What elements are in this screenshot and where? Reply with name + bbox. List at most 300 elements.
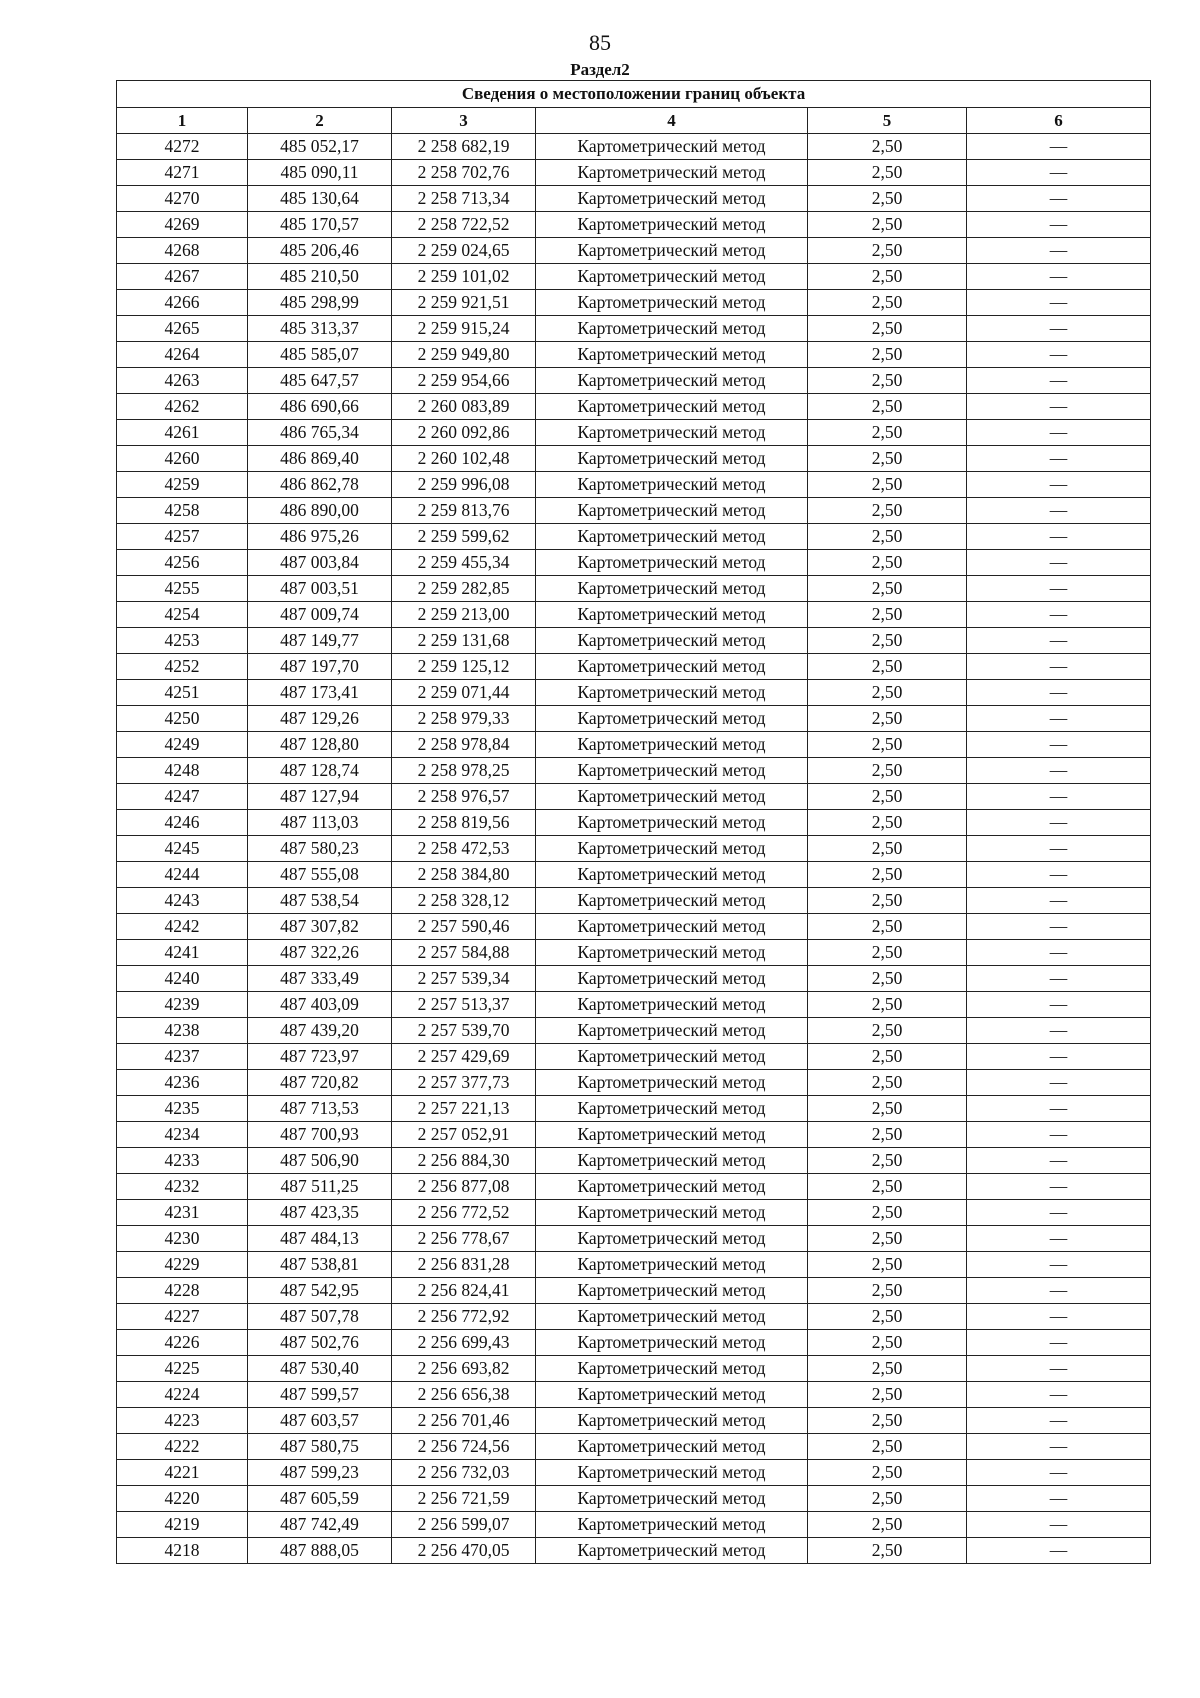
y-coordinate-cell: 2 256 772,92 — [392, 1304, 536, 1330]
note-cell: — — [967, 940, 1151, 966]
note-cell: — — [967, 238, 1151, 264]
method-cell: Картометрический метод — [536, 420, 808, 446]
note-cell: — — [967, 836, 1151, 862]
accuracy-cell: 2,50 — [808, 498, 967, 524]
note-cell: — — [967, 212, 1151, 238]
accuracy-cell: 2,50 — [808, 264, 967, 290]
method-cell: Картометрический метод — [536, 472, 808, 498]
method-cell: Картометрический метод — [536, 1434, 808, 1460]
y-coordinate-cell: 2 259 915,24 — [392, 316, 536, 342]
x-coordinate-cell: 485 647,57 — [248, 368, 392, 394]
point-number-cell: 4237 — [117, 1044, 248, 1070]
column-header-3: 3 — [392, 108, 536, 134]
method-cell: Картометрический метод — [536, 940, 808, 966]
section-title: Раздел2 — [570, 60, 630, 79]
note-cell: — — [967, 1070, 1151, 1096]
table-row — [117, 966, 1151, 992]
note-cell: — — [967, 1200, 1151, 1226]
table-header-row — [117, 108, 1151, 134]
point-number-cell: 4246 — [117, 810, 248, 836]
table-row — [117, 446, 1151, 472]
accuracy-cell: 2,50 — [808, 316, 967, 342]
y-coordinate-cell: 2 257 539,34 — [392, 966, 536, 992]
point-number-cell: 4258 — [117, 498, 248, 524]
note-cell: — — [967, 1486, 1151, 1512]
method-cell: Картометрический метод — [536, 836, 808, 862]
point-number-cell: 4229 — [117, 1252, 248, 1278]
x-coordinate-cell: 487 502,76 — [248, 1330, 392, 1356]
table-caption-row — [117, 81, 1151, 108]
method-cell: Картометрический метод — [536, 394, 808, 420]
y-coordinate-cell: 2 256 877,08 — [392, 1174, 536, 1200]
table-row — [117, 498, 1151, 524]
note-cell: — — [967, 914, 1151, 940]
y-coordinate-cell: 2 259 996,08 — [392, 472, 536, 498]
y-coordinate-cell: 2 256 470,05 — [392, 1538, 536, 1564]
note-cell: — — [967, 1174, 1151, 1200]
table-row — [117, 1252, 1151, 1278]
x-coordinate-cell: 487 507,78 — [248, 1304, 392, 1330]
method-cell: Картометрический метод — [536, 1226, 808, 1252]
x-coordinate-cell: 487 113,03 — [248, 810, 392, 836]
x-coordinate-cell: 487 742,49 — [248, 1512, 392, 1538]
accuracy-cell: 2,50 — [808, 368, 967, 394]
accuracy-cell: 2,50 — [808, 1434, 967, 1460]
point-number-cell: 4224 — [117, 1382, 248, 1408]
x-coordinate-cell: 487 542,95 — [248, 1278, 392, 1304]
y-coordinate-cell: 2 256 656,38 — [392, 1382, 536, 1408]
table-row — [117, 316, 1151, 342]
y-coordinate-cell: 2 258 979,33 — [392, 706, 536, 732]
accuracy-cell: 2,50 — [808, 966, 967, 992]
method-cell: Картометрический метод — [536, 1486, 808, 1512]
note-cell: — — [967, 498, 1151, 524]
point-number-cell: 4268 — [117, 238, 248, 264]
y-coordinate-cell: 2 256 732,03 — [392, 1460, 536, 1486]
point-number-cell: 4269 — [117, 212, 248, 238]
x-coordinate-cell: 486 765,34 — [248, 420, 392, 446]
method-cell: Картометрический метод — [536, 342, 808, 368]
point-number-cell: 4227 — [117, 1304, 248, 1330]
method-cell: Картометрический метод — [536, 758, 808, 784]
point-number-cell: 4231 — [117, 1200, 248, 1226]
y-coordinate-cell: 2 259 024,65 — [392, 238, 536, 264]
table-row — [117, 1070, 1151, 1096]
column-header-6: 6 — [967, 108, 1151, 134]
accuracy-cell: 2,50 — [808, 1512, 967, 1538]
y-coordinate-cell: 2 258 472,53 — [392, 836, 536, 862]
y-coordinate-cell: 2 257 539,70 — [392, 1018, 536, 1044]
note-cell: — — [967, 342, 1151, 368]
table-row — [117, 264, 1151, 290]
point-number-cell: 4225 — [117, 1356, 248, 1382]
note-cell: — — [967, 576, 1151, 602]
point-number-cell: 4222 — [117, 1434, 248, 1460]
table-row — [117, 654, 1151, 680]
accuracy-cell: 2,50 — [808, 758, 967, 784]
method-cell: Картометрический метод — [536, 1174, 808, 1200]
note-cell: — — [967, 654, 1151, 680]
table-row — [117, 160, 1151, 186]
note-cell: — — [967, 264, 1151, 290]
x-coordinate-cell: 487 127,94 — [248, 784, 392, 810]
accuracy-cell: 2,50 — [808, 836, 967, 862]
table-row — [117, 810, 1151, 836]
column-header-5: 5 — [808, 108, 967, 134]
method-cell: Картометрический метод — [536, 1382, 808, 1408]
x-coordinate-cell: 485 585,07 — [248, 342, 392, 368]
x-coordinate-cell: 487 484,13 — [248, 1226, 392, 1252]
accuracy-cell: 2,50 — [808, 628, 967, 654]
table-row — [117, 992, 1151, 1018]
accuracy-cell: 2,50 — [808, 1226, 967, 1252]
method-cell: Картометрический метод — [536, 290, 808, 316]
accuracy-cell: 2,50 — [808, 446, 967, 472]
point-number-cell: 4226 — [117, 1330, 248, 1356]
note-cell: — — [967, 1252, 1151, 1278]
table-row — [117, 1174, 1151, 1200]
accuracy-cell: 2,50 — [808, 1278, 967, 1304]
point-number-cell: 4232 — [117, 1174, 248, 1200]
accuracy-cell: 2,50 — [808, 1382, 967, 1408]
method-cell: Картометрический метод — [536, 212, 808, 238]
table-body — [117, 134, 1151, 1564]
column-header-1: 1 — [117, 108, 248, 134]
y-coordinate-cell: 2 258 819,56 — [392, 810, 536, 836]
point-number-cell: 4266 — [117, 290, 248, 316]
y-coordinate-cell: 2 256 699,43 — [392, 1330, 536, 1356]
column-header-4: 4 — [536, 108, 808, 134]
accuracy-cell: 2,50 — [808, 654, 967, 680]
y-coordinate-cell: 2 258 978,84 — [392, 732, 536, 758]
method-cell: Картометрический метод — [536, 134, 808, 160]
x-coordinate-cell: 487 506,90 — [248, 1148, 392, 1174]
method-cell: Картометрический метод — [536, 1460, 808, 1486]
accuracy-cell: 2,50 — [808, 212, 967, 238]
table-row — [117, 576, 1151, 602]
y-coordinate-cell: 2 256 884,30 — [392, 1148, 536, 1174]
point-number-cell: 4264 — [117, 342, 248, 368]
note-cell: — — [967, 1122, 1151, 1148]
method-cell: Картометрический метод — [536, 1408, 808, 1434]
point-number-cell: 4244 — [117, 862, 248, 888]
table-row — [117, 550, 1151, 576]
x-coordinate-cell: 487 511,25 — [248, 1174, 392, 1200]
table-row — [117, 732, 1151, 758]
y-coordinate-cell: 2 258 722,52 — [392, 212, 536, 238]
y-coordinate-cell: 2 256 701,46 — [392, 1408, 536, 1434]
accuracy-cell: 2,50 — [808, 550, 967, 576]
note-cell: — — [967, 186, 1151, 212]
method-cell: Картометрический метод — [536, 160, 808, 186]
accuracy-cell: 2,50 — [808, 602, 967, 628]
y-coordinate-cell: 2 258 976,57 — [392, 784, 536, 810]
accuracy-cell: 2,50 — [808, 992, 967, 1018]
point-number-cell: 4239 — [117, 992, 248, 1018]
method-cell: Картометрический метод — [536, 680, 808, 706]
y-coordinate-cell: 2 256 772,52 — [392, 1200, 536, 1226]
y-coordinate-cell: 2 258 702,76 — [392, 160, 536, 186]
y-coordinate-cell: 2 257 052,91 — [392, 1122, 536, 1148]
point-number-cell: 4241 — [117, 940, 248, 966]
accuracy-cell: 2,50 — [808, 732, 967, 758]
x-coordinate-cell: 486 690,66 — [248, 394, 392, 420]
method-cell: Картометрический метод — [536, 966, 808, 992]
method-cell: Картометрический метод — [536, 498, 808, 524]
point-number-cell: 4260 — [117, 446, 248, 472]
x-coordinate-cell: 487 009,74 — [248, 602, 392, 628]
method-cell: Картометрический метод — [536, 576, 808, 602]
accuracy-cell: 2,50 — [808, 1070, 967, 1096]
y-coordinate-cell: 2 257 221,13 — [392, 1096, 536, 1122]
x-coordinate-cell: 487 530,40 — [248, 1356, 392, 1382]
y-coordinate-cell: 2 260 092,86 — [392, 420, 536, 446]
accuracy-cell: 2,50 — [808, 134, 967, 160]
method-cell: Картометрический метод — [536, 524, 808, 550]
point-number-cell: 4263 — [117, 368, 248, 394]
y-coordinate-cell: 2 256 778,67 — [392, 1226, 536, 1252]
note-cell: — — [967, 1382, 1151, 1408]
x-coordinate-cell: 487 720,82 — [248, 1070, 392, 1096]
x-coordinate-cell: 485 090,11 — [248, 160, 392, 186]
note-cell: — — [967, 1226, 1151, 1252]
note-cell: — — [967, 1148, 1151, 1174]
point-number-cell: 4234 — [117, 1122, 248, 1148]
note-cell: — — [967, 394, 1151, 420]
accuracy-cell: 2,50 — [808, 1408, 967, 1434]
method-cell: Картометрический метод — [536, 1148, 808, 1174]
point-number-cell: 4248 — [117, 758, 248, 784]
accuracy-cell: 2,50 — [808, 888, 967, 914]
method-cell: Картометрический метод — [536, 1200, 808, 1226]
x-coordinate-cell: 487 599,57 — [248, 1382, 392, 1408]
y-coordinate-cell: 2 259 282,85 — [392, 576, 536, 602]
y-coordinate-cell: 2 256 724,56 — [392, 1434, 536, 1460]
accuracy-cell: 2,50 — [808, 290, 967, 316]
note-cell: — — [967, 758, 1151, 784]
accuracy-cell: 2,50 — [808, 342, 967, 368]
y-coordinate-cell: 2 258 978,25 — [392, 758, 536, 784]
note-cell: — — [967, 628, 1151, 654]
table-row — [117, 238, 1151, 264]
accuracy-cell: 2,50 — [808, 160, 967, 186]
method-cell: Картометрический метод — [536, 1538, 808, 1564]
method-cell: Картометрический метод — [536, 1304, 808, 1330]
note-cell: — — [967, 888, 1151, 914]
y-coordinate-cell: 2 259 071,44 — [392, 680, 536, 706]
y-coordinate-cell: 2 259 949,80 — [392, 342, 536, 368]
table-row — [117, 212, 1151, 238]
y-coordinate-cell: 2 256 721,59 — [392, 1486, 536, 1512]
accuracy-cell: 2,50 — [808, 394, 967, 420]
page-number: 85 — [589, 30, 611, 55]
x-coordinate-cell: 487 128,80 — [248, 732, 392, 758]
method-cell: Картометрический метод — [536, 1278, 808, 1304]
table-row — [117, 914, 1151, 940]
table-row — [117, 602, 1151, 628]
method-cell: Картометрический метод — [536, 368, 808, 394]
accuracy-cell: 2,50 — [808, 1044, 967, 1070]
method-cell: Картометрический метод — [536, 238, 808, 264]
table-row — [117, 394, 1151, 420]
table-row — [117, 1512, 1151, 1538]
x-coordinate-cell: 487 128,74 — [248, 758, 392, 784]
note-cell: — — [967, 524, 1151, 550]
note-cell: — — [967, 784, 1151, 810]
table-row — [117, 1044, 1151, 1070]
y-coordinate-cell: 2 259 813,76 — [392, 498, 536, 524]
y-coordinate-cell: 2 258 682,19 — [392, 134, 536, 160]
point-number-cell: 4236 — [117, 1070, 248, 1096]
note-cell: — — [967, 1278, 1151, 1304]
method-cell: Картометрический метод — [536, 446, 808, 472]
point-number-cell: 4253 — [117, 628, 248, 654]
point-number-cell: 4238 — [117, 1018, 248, 1044]
method-cell: Картометрический метод — [536, 1096, 808, 1122]
point-number-cell: 4257 — [117, 524, 248, 550]
x-coordinate-cell: 487 723,97 — [248, 1044, 392, 1070]
y-coordinate-cell: 2 257 513,37 — [392, 992, 536, 1018]
y-coordinate-cell: 2 256 693,82 — [392, 1356, 536, 1382]
accuracy-cell: 2,50 — [808, 1356, 967, 1382]
table-row — [117, 1122, 1151, 1148]
point-number-cell: 4223 — [117, 1408, 248, 1434]
x-coordinate-cell: 485 052,17 — [248, 134, 392, 160]
table-row — [117, 836, 1151, 862]
accuracy-cell: 2,50 — [808, 1200, 967, 1226]
accuracy-cell: 2,50 — [808, 524, 967, 550]
point-number-cell: 4265 — [117, 316, 248, 342]
note-cell: — — [967, 706, 1151, 732]
point-number-cell: 4252 — [117, 654, 248, 680]
point-number-cell: 4235 — [117, 1096, 248, 1122]
note-cell: — — [967, 290, 1151, 316]
note-cell: — — [967, 472, 1151, 498]
method-cell: Картометрический метод — [536, 654, 808, 680]
accuracy-cell: 2,50 — [808, 1096, 967, 1122]
accuracy-cell: 2,50 — [808, 1538, 967, 1564]
x-coordinate-cell: 487 333,49 — [248, 966, 392, 992]
table-row — [117, 420, 1151, 446]
x-coordinate-cell: 485 170,57 — [248, 212, 392, 238]
x-coordinate-cell: 487 149,77 — [248, 628, 392, 654]
point-number-cell: 4218 — [117, 1538, 248, 1564]
method-cell: Картометрический метод — [536, 1252, 808, 1278]
y-coordinate-cell: 2 258 384,80 — [392, 862, 536, 888]
x-coordinate-cell: 487 605,59 — [248, 1486, 392, 1512]
accuracy-cell: 2,50 — [808, 472, 967, 498]
note-cell: — — [967, 1018, 1151, 1044]
y-coordinate-cell: 2 260 083,89 — [392, 394, 536, 420]
accuracy-cell: 2,50 — [808, 1122, 967, 1148]
x-coordinate-cell: 487 129,26 — [248, 706, 392, 732]
note-cell: — — [967, 1330, 1151, 1356]
table-row — [117, 940, 1151, 966]
table-row — [117, 472, 1151, 498]
accuracy-cell: 2,50 — [808, 706, 967, 732]
point-number-cell: 4255 — [117, 576, 248, 602]
table-row — [117, 628, 1151, 654]
y-coordinate-cell: 2 256 824,41 — [392, 1278, 536, 1304]
x-coordinate-cell: 487 423,35 — [248, 1200, 392, 1226]
y-coordinate-cell: 2 257 590,46 — [392, 914, 536, 940]
note-cell: — — [967, 992, 1151, 1018]
accuracy-cell: 2,50 — [808, 1252, 967, 1278]
y-coordinate-cell: 2 260 102,48 — [392, 446, 536, 472]
x-coordinate-cell: 487 700,93 — [248, 1122, 392, 1148]
note-cell: — — [967, 1538, 1151, 1564]
method-cell: Картометрический метод — [536, 602, 808, 628]
point-number-cell: 4261 — [117, 420, 248, 446]
x-coordinate-cell: 487 713,53 — [248, 1096, 392, 1122]
x-coordinate-cell: 486 890,00 — [248, 498, 392, 524]
method-cell: Картометрический метод — [536, 628, 808, 654]
point-number-cell: 4270 — [117, 186, 248, 212]
table-row — [117, 1356, 1151, 1382]
method-cell: Картометрический метод — [536, 316, 808, 342]
table-row — [117, 1278, 1151, 1304]
note-cell: — — [967, 966, 1151, 992]
note-cell: — — [967, 680, 1151, 706]
method-cell: Картометрический метод — [536, 784, 808, 810]
point-number-cell: 4245 — [117, 836, 248, 862]
note-cell: — — [967, 1044, 1151, 1070]
accuracy-cell: 2,50 — [808, 576, 967, 602]
method-cell: Картометрический метод — [536, 862, 808, 888]
point-number-cell: 4243 — [117, 888, 248, 914]
table-row — [117, 134, 1151, 160]
point-number-cell: 4220 — [117, 1486, 248, 1512]
point-number-cell: 4233 — [117, 1148, 248, 1174]
point-number-cell: 4228 — [117, 1278, 248, 1304]
y-coordinate-cell: 2 259 125,12 — [392, 654, 536, 680]
method-cell: Картометрический метод — [536, 888, 808, 914]
x-coordinate-cell: 487 322,26 — [248, 940, 392, 966]
table-row — [117, 680, 1151, 706]
x-coordinate-cell: 486 975,26 — [248, 524, 392, 550]
point-number-cell: 4272 — [117, 134, 248, 160]
note-cell: — — [967, 1460, 1151, 1486]
note-cell: — — [967, 1356, 1151, 1382]
table-row — [117, 342, 1151, 368]
table-row — [117, 1538, 1151, 1564]
x-coordinate-cell: 485 130,64 — [248, 186, 392, 212]
accuracy-cell: 2,50 — [808, 940, 967, 966]
y-coordinate-cell: 2 259 455,34 — [392, 550, 536, 576]
note-cell: — — [967, 446, 1151, 472]
x-coordinate-cell: 485 206,46 — [248, 238, 392, 264]
accuracy-cell: 2,50 — [808, 1148, 967, 1174]
table-row — [117, 1434, 1151, 1460]
table-row — [117, 186, 1151, 212]
method-cell: Картометрический метод — [536, 186, 808, 212]
y-coordinate-cell: 2 256 831,28 — [392, 1252, 536, 1278]
point-number-cell: 4242 — [117, 914, 248, 940]
note-cell: — — [967, 1408, 1151, 1434]
x-coordinate-cell: 487 307,82 — [248, 914, 392, 940]
table-row — [117, 1096, 1151, 1122]
y-coordinate-cell: 2 259 213,00 — [392, 602, 536, 628]
note-cell: — — [967, 1434, 1151, 1460]
x-coordinate-cell: 487 197,70 — [248, 654, 392, 680]
accuracy-cell: 2,50 — [808, 1174, 967, 1200]
table-row — [117, 1408, 1151, 1434]
table-row — [117, 888, 1151, 914]
table-caption: Сведения о местоположении границ объекта — [117, 81, 1151, 108]
y-coordinate-cell: 2 258 328,12 — [392, 888, 536, 914]
note-cell: — — [967, 316, 1151, 342]
x-coordinate-cell: 487 173,41 — [248, 680, 392, 706]
